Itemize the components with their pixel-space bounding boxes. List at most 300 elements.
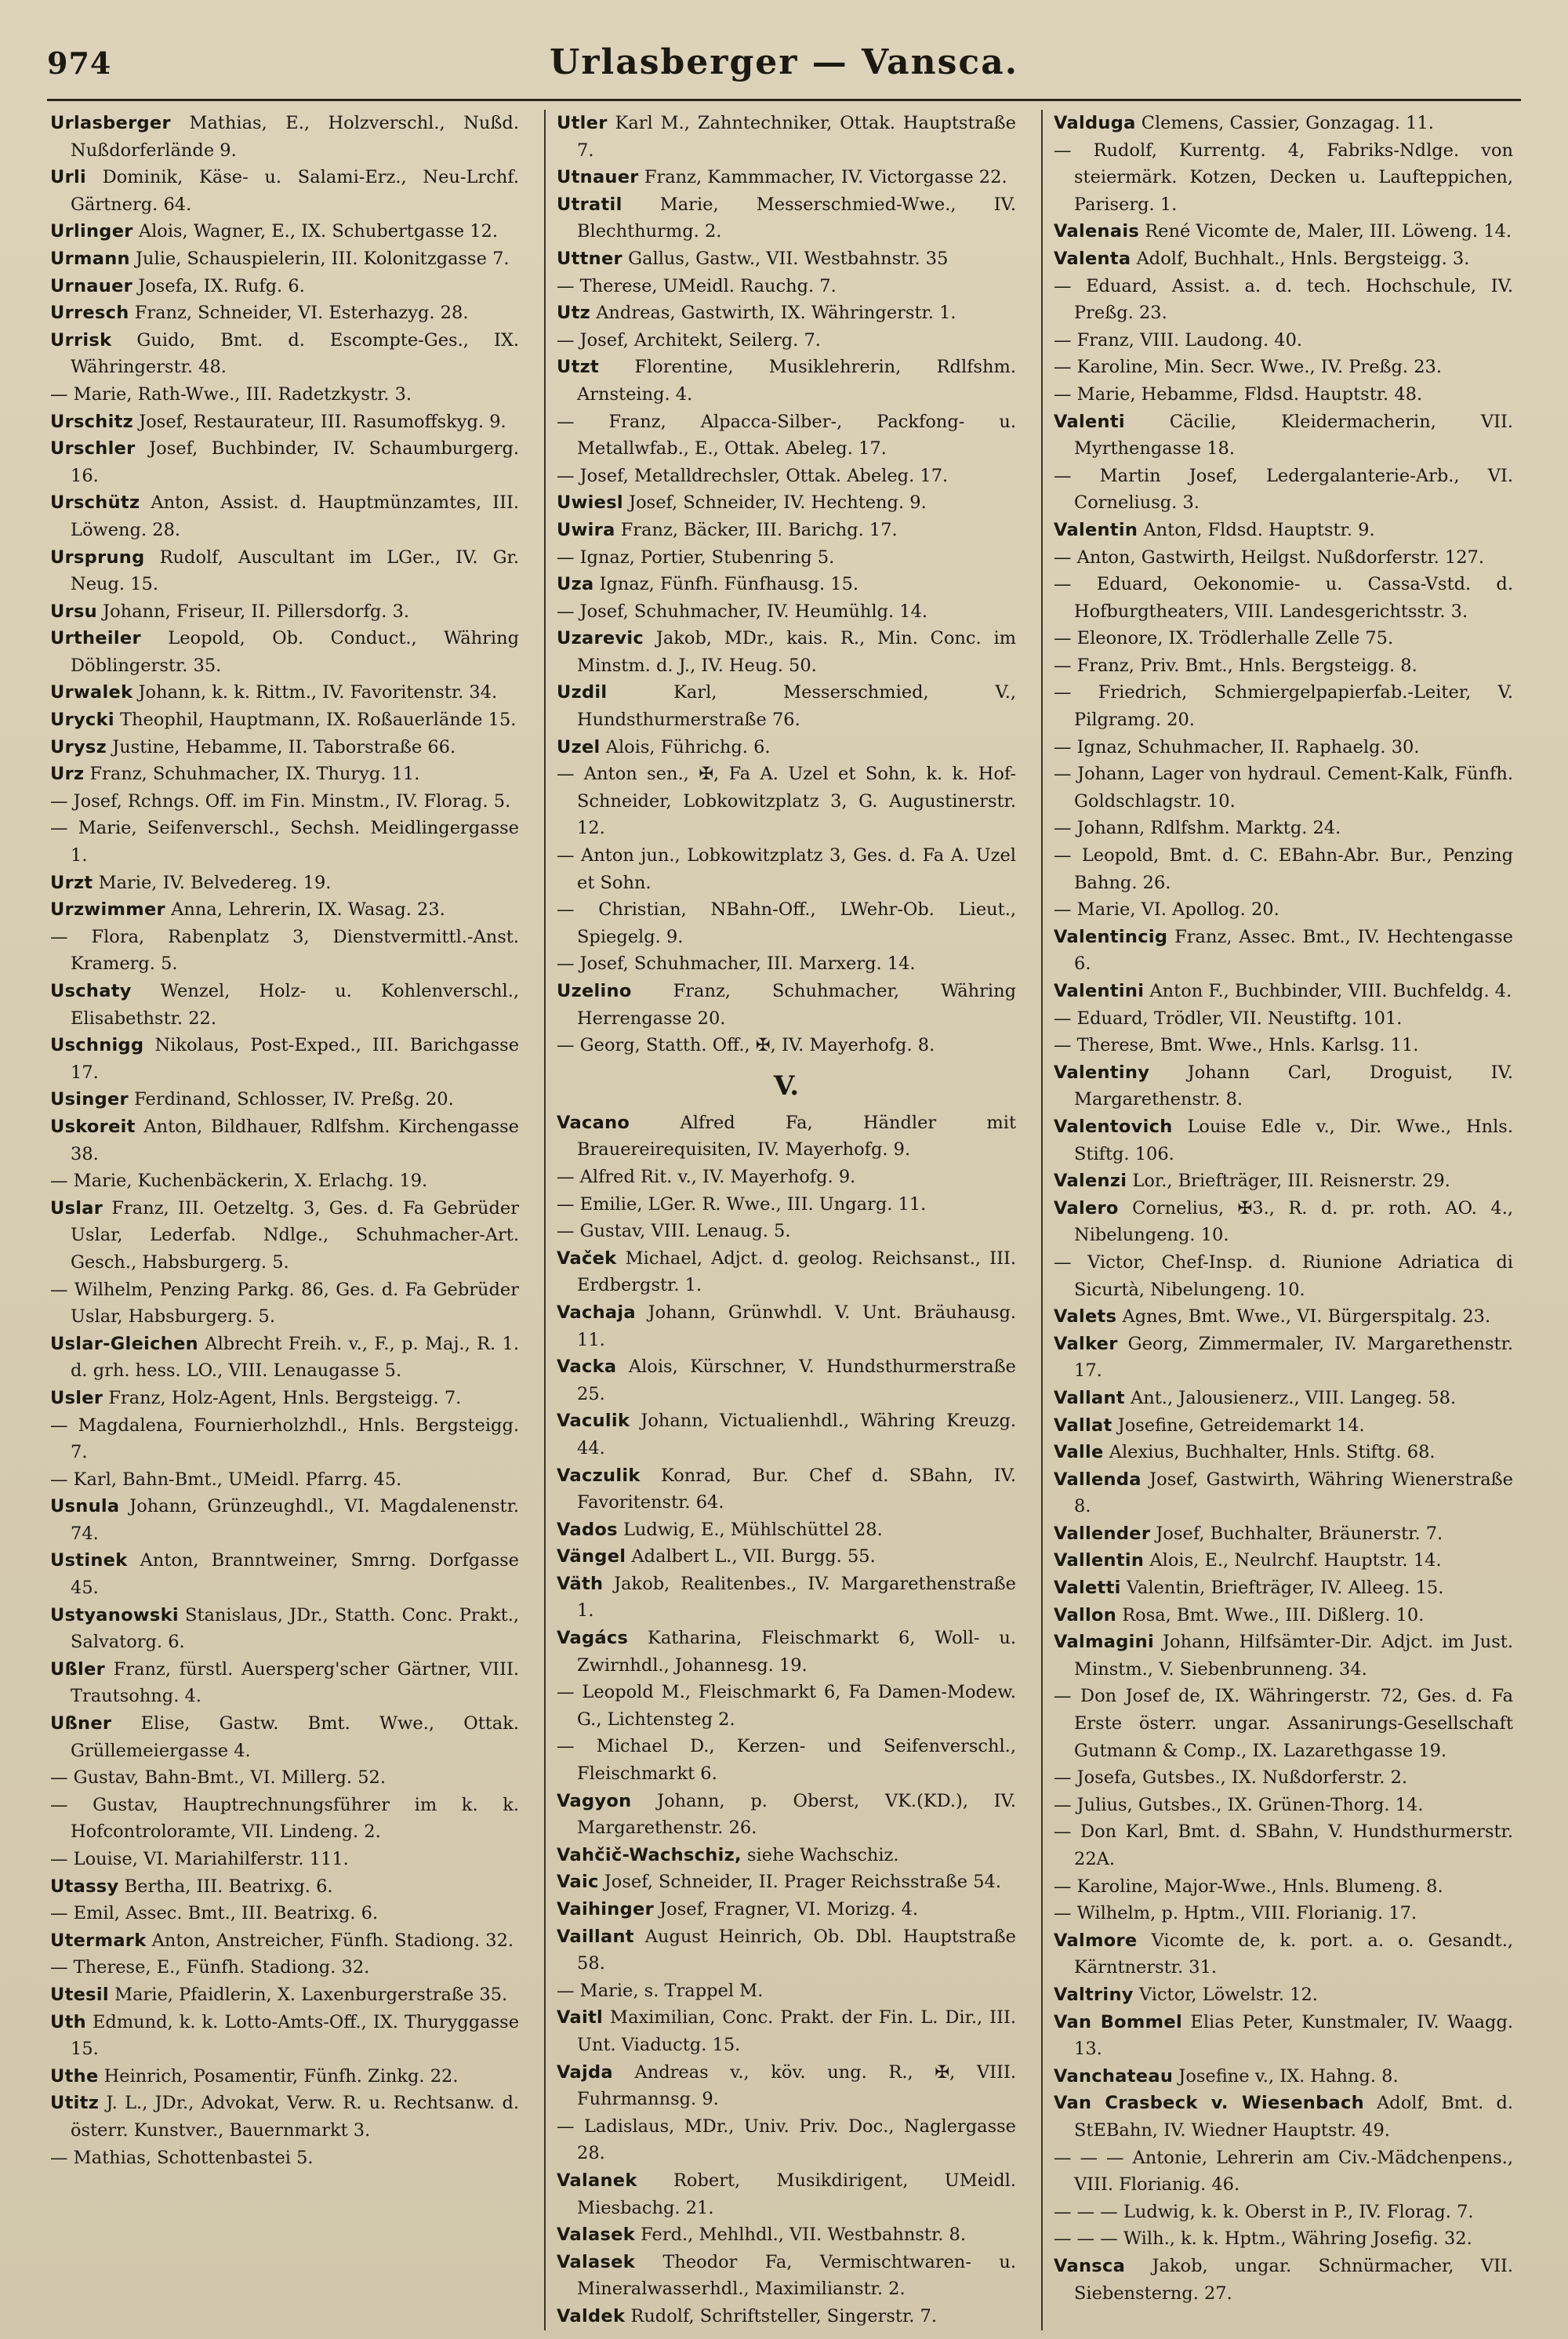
entry-details: — Gustav, VIII. Lenaug. 5. bbox=[557, 1221, 791, 1242]
directory-entry bbox=[50, 1195, 519, 1277]
entry-surname: Urzwimmer bbox=[50, 899, 165, 921]
directory-entry bbox=[557, 110, 1016, 164]
directory-entry bbox=[1054, 1439, 1513, 1466]
directory-entry bbox=[50, 1873, 519, 1901]
entry-details: — Alfred Rit. v., IV. Mayerhofg. 9. bbox=[557, 1166, 856, 1187]
entry-details: Josef, Buchhalter, Bräunerstr. 7. bbox=[1156, 1523, 1443, 1544]
directory-entry bbox=[50, 1900, 519, 1927]
entry-details: — Marie, s. Trappel M. bbox=[557, 1980, 764, 2001]
entry-details: — Rudolf, Kurrentg. 4, Fabriks-Ndlge. von steiermärk. Kotzen, Decken u. Laufteppichen, Pariserg. 1. bbox=[1054, 140, 1513, 215]
entry-surname: Valduga bbox=[1054, 113, 1136, 133]
entry-surname: Usinger bbox=[50, 1089, 129, 1110]
entry-details: Johann, Hilfsämter-Dir. Adjct. im Just. Minstm., V. Siebenbrunneng. 34. bbox=[1074, 1632, 1513, 1680]
entry-details: Julie, Schauspielerin, III. Kolonitzgasse 7. bbox=[136, 248, 510, 269]
entry-surname: Uwiesl bbox=[557, 492, 623, 514]
directory-entry bbox=[557, 1191, 1016, 1219]
entry-surname: Uthe bbox=[50, 2065, 99, 2087]
directory-entry bbox=[1054, 1818, 1513, 1872]
entry-details: René Vicomte de, Maler, III. Löweng. 14. bbox=[1145, 221, 1512, 242]
entry-details: — Christian, NBahn-Off., LWehr-Ob. Lieut., Spiegelg. 9. bbox=[557, 899, 1016, 947]
directory-entry bbox=[1054, 409, 1513, 463]
entry-details: — Josef, Rchngs. Off. im Fin. Minstm., IV. Florag. 5. bbox=[50, 790, 511, 812]
directory-entry bbox=[50, 1466, 519, 1494]
directory-entry bbox=[50, 1277, 519, 1331]
entry-surname: Vaihinger bbox=[557, 1899, 654, 1920]
entry-details: — Marie, Kuchenbäckerin, X. Erlachg. 19. bbox=[50, 1171, 428, 1192]
entry-details: Josef, Schneider, IV. Hechteng. 9. bbox=[629, 492, 927, 514]
entry-surname: Utzt bbox=[557, 357, 600, 378]
entry-surname: Vacka bbox=[557, 1357, 617, 1378]
entry-details: Wenzel, Holz- u. Kohlenverschl., Elisabethstr. 22. bbox=[71, 981, 520, 1029]
directory-entry bbox=[50, 1168, 519, 1195]
directory-entry bbox=[1054, 2145, 1513, 2199]
directory-entry bbox=[1054, 761, 1513, 815]
entry-details: — Gustav, Hauptrechnungsführer im k. k. Hofcontroloramte, VII. Lindeng. 2. bbox=[50, 1794, 519, 1843]
directory-entry bbox=[1054, 1331, 1513, 1385]
directory-entry bbox=[557, 1923, 1016, 1978]
directory-entry bbox=[50, 544, 519, 598]
directory-entry bbox=[557, 842, 1016, 896]
entry-surname: Urysz bbox=[50, 736, 107, 757]
entry-surname: Urzt bbox=[50, 872, 93, 893]
directory-entry bbox=[1054, 625, 1513, 652]
entry-details: — Wilhelm, p. Hptm., VIII. Florianig. 17. bbox=[1054, 1903, 1417, 1924]
directory-entry bbox=[557, 1788, 1016, 1842]
entry-details: Franz, Assec. Bmt., IV. Hechtengasse 6. bbox=[1074, 926, 1513, 975]
entry-surname: Vanchateau bbox=[1054, 2065, 1174, 2087]
entry-surname: Valenzi bbox=[1054, 1171, 1127, 1192]
entry-details: Jakob, MDr., kais. R., Min. Conc. im Minstm. d. J., IV. Heug. 50. bbox=[577, 628, 1016, 676]
directory-entry bbox=[1054, 1059, 1513, 1113]
directory-entry bbox=[1054, 1520, 1513, 1548]
directory-entry bbox=[1054, 110, 1513, 137]
entry-details: Stanislaus, JDr., Statth. Conc. Prakt., Salvatorg. 6. bbox=[71, 1604, 519, 1653]
directory-entry bbox=[1054, 652, 1513, 680]
entry-details: — Johann, Rdlfshm. Marktg. 24. bbox=[1054, 818, 1341, 839]
entry-details: Adolf, Bmt. d. StEBahn, IV. Wiedner Hauptstr. 49. bbox=[1074, 2093, 1513, 2141]
entry-details: Agnes, Bmt. Wwe., VI. Bürgerspitalg. 23. bbox=[1122, 1306, 1491, 1327]
entry-details: — Johann, Lager von hydraul. Cement-Kalk, Fünfh. Goldschlagstr. 10. bbox=[1054, 764, 1513, 812]
directory-entry bbox=[50, 1547, 519, 1601]
entry-details: — Don Josef de, IX. Währingerstr. 72, Ges. d. Fa Erste österr. ungar. Assanirungs-Gesellschaft Gutmann & Comp., IX. Lazarethgasse 19. bbox=[1054, 1686, 1513, 1761]
directory-entry bbox=[557, 1571, 1016, 1625]
directory-entry bbox=[557, 191, 1016, 245]
entry-details: Anton F., Buchbinder, VIII. Buchfeldg. 4. bbox=[1149, 981, 1512, 1001]
directory-entry bbox=[557, 679, 1016, 733]
entry-details: — Ladislaus, MDr., Univ. Priv. Doc., Naglergasse 28. bbox=[557, 2116, 1016, 2164]
directory-entry bbox=[1054, 218, 1513, 245]
entry-details: — Josef, Architekt, Seilerg. 7. bbox=[557, 329, 821, 350]
entry-details: Alois, Wagner, E., IX. Schubertgasse 12. bbox=[138, 221, 499, 242]
entry-details: — Magdalena, Fournierholzhdl., Hnls. Bergsteigg. 7. bbox=[50, 1415, 519, 1463]
directory-entry bbox=[1054, 1466, 1513, 1520]
entry-details: — Eduard, Oekonomie- u. Cassa-Vstd. d. Hofburgtheaters, VIII. Landesgerichtsstr. 3. bbox=[1054, 574, 1513, 622]
directory-entry bbox=[50, 761, 519, 788]
page-number: 974 bbox=[47, 45, 112, 81]
directory-entry bbox=[1054, 1900, 1513, 1927]
entry-surname: Utesil bbox=[50, 1984, 109, 2005]
entry-details: Ferdinand, Schlosser, IV. Preßg. 20. bbox=[134, 1089, 454, 1110]
entry-details: Gallus, Gastw., VII. Westbahnstr. 35 bbox=[628, 248, 949, 269]
entry-details: — Georg, Statth. Off., ✠, IV. Mayerhofg. 8. bbox=[557, 1035, 935, 1056]
directory-entry bbox=[557, 598, 1016, 626]
entry-details: Guido, Bmt. d. Escompte-Ges., IX. Währingerstr. 48. bbox=[71, 329, 519, 378]
entry-details: Robert, Musikdirigent, UMeidl. Miesbachg. 21. bbox=[577, 2170, 1016, 2218]
entry-surname: Vaitl bbox=[557, 2007, 604, 2028]
directory-entry bbox=[1054, 2225, 1513, 2253]
page-title: Urlasberger — Vansca. bbox=[549, 42, 1019, 82]
entry-details: Cäcilie, Kleidermacherin, VII. Myrthengasse 18. bbox=[1074, 411, 1513, 459]
entry-details: Bertha, III. Beatrixg. 6. bbox=[124, 1876, 333, 1897]
entry-details: — — — Antonie, Lehrerin am Civ.-Mädchenpens., VIII. Florianig. 46. bbox=[1054, 2147, 1513, 2196]
directory-entry bbox=[50, 1385, 519, 1412]
directory-entry bbox=[557, 300, 1016, 327]
entry-surname: Urnauer bbox=[50, 275, 133, 296]
directory-entry bbox=[50, 2090, 519, 2144]
entry-details: — Josef, Metalldrechsler, Ottak. Abeleg. 17. bbox=[557, 465, 949, 486]
entry-surname: Uwira bbox=[557, 519, 615, 540]
entry-surname: Vallant bbox=[1054, 1387, 1125, 1408]
directory-entry bbox=[1054, 571, 1513, 625]
entry-surname: Urlinger bbox=[50, 221, 133, 242]
entry-surname: Uslar bbox=[50, 1197, 103, 1219]
entry-surname: Valanek bbox=[557, 2170, 637, 2191]
directory-entry bbox=[1054, 1792, 1513, 1819]
directory-entry bbox=[50, 1493, 519, 1547]
entry-surname: Valenti bbox=[1054, 411, 1125, 432]
entry-surname: Utermark bbox=[50, 1930, 147, 1951]
directory-entry bbox=[50, 273, 519, 300]
directory-entry bbox=[50, 1792, 519, 1846]
entry-surname: Usnula bbox=[50, 1496, 120, 1517]
directory-entry bbox=[50, 1086, 519, 1113]
entry-details: — Victor, Chef-Insp. d. Riunione Adriatica di Sicurtà, Nibelungeng. 10. bbox=[1054, 1251, 1513, 1300]
entry-details: — Flora, Rabenplatz 3, Dienstvermittl.-Anst. Kramerg. 5. bbox=[50, 926, 519, 975]
directory-entry bbox=[50, 870, 519, 897]
entry-surname: Valmagini bbox=[1054, 1632, 1154, 1653]
directory-entry bbox=[1054, 1574, 1513, 1602]
entry-details: Theophil, Hauptmann, IX. Roßauerlände 15. bbox=[120, 710, 517, 731]
directory-entry bbox=[557, 1353, 1016, 1407]
directory-entry bbox=[557, 1164, 1016, 1191]
entry-details: — Marie, Hebamme, Fldsd. Hauptstr. 48. bbox=[1054, 383, 1423, 405]
entry-surname: Vagács bbox=[557, 1628, 629, 1649]
entry-details: Josefa, IX. Rufg. 6. bbox=[138, 275, 305, 296]
entry-details: Anton, Branntweiner, Smrng. Dorfgasse 45. bbox=[71, 1550, 519, 1599]
directory-entry bbox=[50, 706, 519, 734]
entry-details: siehe Wachschiz. bbox=[747, 1844, 899, 1865]
directory-entry bbox=[557, 327, 1016, 354]
directory-entry bbox=[557, 1625, 1016, 1679]
entry-surname: Urschütz bbox=[50, 492, 140, 514]
entry-details: Leopold, Ob. Conduct., Währing Döblingerstr. 35. bbox=[71, 628, 519, 676]
entry-details: — Anton jun., Lobkowitzplatz 3, Ges. d. Fa A. Uzel et Sohn. bbox=[557, 845, 1016, 893]
entry-surname: Valentini bbox=[1054, 981, 1145, 1001]
directory-entry bbox=[1054, 978, 1513, 1005]
directory-entry bbox=[557, 2004, 1016, 2058]
entry-details: — Marie, Seifenverschl., Sechsh. Meidlingergasse 1. bbox=[50, 818, 519, 866]
entry-surname: Vallentin bbox=[1054, 1550, 1145, 1571]
directory-entry bbox=[557, 2059, 1016, 2113]
entry-details: Johann, Grünwhdl. V. Unt. Bräuhausg. 11. bbox=[577, 1302, 1017, 1350]
entry-details: Victor, Löwelstr. 12. bbox=[1138, 1984, 1318, 2005]
directory-entry bbox=[50, 245, 519, 273]
directory-entry bbox=[1054, 1249, 1513, 1303]
entry-details: Johann, Grünzeughdl., VI. Magdalenenstr. 74. bbox=[71, 1496, 520, 1544]
directory-entry bbox=[1054, 1168, 1513, 1195]
entry-details: Jakob, ungar. Schnürmacher, VII. Siebensterng. 27. bbox=[1074, 2255, 1514, 2304]
entry-details: Elias Peter, Kunstmaler, IV. Waagg. 13. bbox=[1074, 2011, 1514, 2060]
entry-details: Anton, Fldsd. Hauptstr. 9. bbox=[1143, 519, 1375, 540]
directory-entry bbox=[557, 1978, 1016, 2005]
entry-surname: Vachaja bbox=[557, 1302, 636, 1323]
directory-entry bbox=[50, 2145, 519, 2172]
entry-details: Clemens, Cassier, Gonzagag. 11. bbox=[1141, 113, 1434, 133]
entry-details: Louise Edle v., Dir. Wwe., Hnls. Stiftg. 106. bbox=[1074, 1116, 1514, 1164]
entry-surname: Ußner bbox=[50, 1713, 112, 1734]
directory-entry bbox=[557, 463, 1016, 490]
entry-details: Johann Carl, Droguist, IV. Margarethenstr. 8. bbox=[1074, 1062, 1513, 1110]
entry-details: Rosa, Bmt. Wwe., III. Dißlerg. 10. bbox=[1122, 1604, 1425, 1625]
entry-surname: Urwalek bbox=[50, 682, 133, 703]
directory-entry bbox=[50, 1710, 519, 1764]
directory-entry bbox=[1054, 815, 1513, 842]
entry-details: — Marie, VI. Apollog. 20. bbox=[1054, 899, 1279, 921]
directory-entry bbox=[1054, 1303, 1513, 1331]
entry-details: — Mathias, Schottenbastei 5. bbox=[50, 2147, 314, 2168]
directory-entry bbox=[557, 761, 1016, 842]
directory-entry bbox=[557, 273, 1016, 300]
entry-details: Franz, Bäcker, III. Barichg. 17. bbox=[620, 519, 898, 540]
directory-entry bbox=[50, 218, 519, 245]
entry-surname: Ußler bbox=[50, 1658, 106, 1680]
entry-surname: Urschler bbox=[50, 438, 136, 459]
entry-details: — Louise, VI. Mariahilferstr. 111. bbox=[50, 1849, 349, 1869]
entry-details: — Karoline, Major-Wwe., Hnls. Blumeng. 8. bbox=[1054, 1876, 1443, 1897]
directory-entry bbox=[50, 1927, 519, 1955]
directory-entry bbox=[1054, 1547, 1513, 1574]
entry-surname: Uzdil bbox=[557, 682, 608, 703]
entry-surname: Vaček bbox=[557, 1248, 617, 1269]
entry-details: Franz, Holz-Agent, Hnls. Bergsteigg. 7. bbox=[108, 1387, 462, 1408]
entry-details: Anton, Assist. d. Hauptmünzamtes, III. Löweng. 28. bbox=[71, 492, 519, 540]
directory-entry bbox=[1054, 463, 1513, 517]
entry-surname: Utnauer bbox=[557, 167, 639, 188]
directory-entry bbox=[557, 2303, 1016, 2330]
entry-surname: Uschaty bbox=[50, 981, 132, 1001]
directory-entry bbox=[50, 435, 519, 489]
entry-surname: Van Bommel bbox=[1054, 2011, 1182, 2032]
entry-surname: Valentovich bbox=[1054, 1116, 1173, 1137]
entry-details: — Marie, Rath-Wwe., III. Radetzkystr. 3. bbox=[50, 383, 412, 405]
directory-entry bbox=[50, 1331, 519, 1385]
entry-details: Alexius, Buchhalter, Hnls. Stiftg. 68. bbox=[1109, 1442, 1436, 1463]
entry-details: Franz, III. Oetzeltg. 3, Ges. d. Fa Gebrüder Uslar, Lederfab. Ndlge., Schuhmacher-Art. Gesch., Habsburgerg. 5. bbox=[71, 1197, 519, 1273]
directory-entry bbox=[1054, 381, 1513, 409]
entry-details: Anton, Anstreicher, Fünfh. Stadiong. 32. bbox=[151, 1930, 514, 1951]
entry-surname: Van Crasbeck v. Wiesenbach bbox=[1054, 2093, 1364, 2114]
directory-entry bbox=[50, 625, 519, 679]
entry-details: Josef, Buchbinder, IV. Schaumburgerg. 16. bbox=[71, 438, 519, 486]
entry-surname: Vaillant bbox=[557, 1926, 634, 1947]
directory-entry bbox=[1054, 896, 1513, 924]
directory-entry bbox=[50, 2009, 519, 2063]
directory-entry bbox=[557, 2113, 1016, 2167]
entry-surname: Utassy bbox=[50, 1876, 119, 1897]
entry-details: Adalbert L., VII. Burgg. 55. bbox=[631, 1546, 876, 1567]
entry-details: Michael, Adjct. d. geolog. Reichsanst., III. Erdbergstr. 1. bbox=[577, 1248, 1016, 1296]
entry-details: Edmund, k. k. Lotto-Amts-Off., IX. Thuryggasse 15. bbox=[71, 2011, 520, 2060]
entry-surname: Vahčič-Wachschiz, bbox=[557, 1844, 742, 1865]
entry-surname: Valenais bbox=[1054, 221, 1140, 242]
directory-entry bbox=[557, 734, 1016, 761]
directory-entry bbox=[1054, 273, 1513, 327]
entry-details: Lor., Briefträger, III. Reisnerstr. 29. bbox=[1132, 1171, 1450, 1192]
directory-entry bbox=[557, 245, 1016, 273]
directory-entry bbox=[557, 2221, 1016, 2249]
entry-details: Josefine, Getreidemarkt 14. bbox=[1117, 1415, 1365, 1436]
directory-entry bbox=[1054, 2199, 1513, 2226]
directory-entry bbox=[557, 1110, 1016, 1164]
entry-details: Theodor Fa, Vermischtwaren- u. Mineralwasserhdl., Maximilianstr. 2. bbox=[577, 2251, 1016, 2300]
entry-details: — Franz, Alpacca-Silber-, Packfong- u. Metallwfab., E., Ottak. Abeleg. 17. bbox=[557, 411, 1016, 459]
entry-details: — Therese, UMeidl. Rauchg. 7. bbox=[557, 275, 837, 296]
entry-details: Vicomte de, k. port. a. o. Gesandt., Kärntnerstr. 31. bbox=[1074, 1930, 1513, 1978]
entry-surname: Valero bbox=[1054, 1197, 1119, 1219]
entry-details: Karl, Messerschmied, V., Hundsthurmerstraße 76. bbox=[577, 682, 1017, 731]
entry-surname: Vaic bbox=[557, 1872, 599, 1893]
directory-entry bbox=[1054, 679, 1513, 733]
entry-surname: Uzarevic bbox=[557, 628, 644, 649]
entry-details: — Josef, Schuhmacher, IV. Heumühlg. 14. bbox=[557, 601, 928, 622]
directory-entry bbox=[1054, 354, 1513, 381]
entry-details: Alois, Kürschner, V. Hundsthurmerstraße 25. bbox=[577, 1357, 1016, 1404]
entry-details: — Josefa, Gutsbes., IX. Nußdorferstr. 2. bbox=[1054, 1767, 1408, 1789]
entry-details: — Michael D., Kerzen- und Seifenverschl., Fleischmarkt 6. bbox=[557, 1736, 1016, 1785]
entry-details: J. L., JDr., Advokat, Verw. R. u. Rechtsanw. d. österr. Kunstver., Bauernmarkt 3. bbox=[71, 2093, 520, 2141]
directory-entry bbox=[557, 1733, 1016, 1787]
entry-details: Andreas, Gastwirth, IX. Währingerstr. 1. bbox=[596, 303, 956, 324]
entry-surname: Uttner bbox=[557, 248, 622, 269]
entry-details: — — — Wilh., k. k. Hptm., Währing Josefig. 32. bbox=[1054, 2228, 1472, 2250]
column-2 bbox=[544, 110, 1024, 2330]
directory-entry bbox=[1054, 1602, 1513, 1629]
directory-entry bbox=[1054, 327, 1513, 354]
column-3 bbox=[1041, 110, 1521, 2330]
entry-details: Johann, Victualienhdl., Währing Kreuzg. 44. bbox=[577, 1411, 1016, 1458]
entry-surname: Uth bbox=[50, 2011, 86, 2032]
entry-details: Konrad, Bur. Chef d. SBahn, IV. Favoritenstr. 64. bbox=[577, 1465, 1016, 1513]
entry-surname: Valentincig bbox=[1054, 926, 1168, 947]
entry-details: Marie, IV. Belvedereg. 19. bbox=[98, 872, 332, 893]
directory-entry bbox=[557, 164, 1016, 191]
entry-details: Katharina, Fleischmarkt 6, Woll- u. Zwirnhdl., Johannesg. 19. bbox=[577, 1628, 1016, 1676]
directory-columns bbox=[47, 110, 1521, 2326]
entry-details: — Eleonore, IX. Trödlerhalle Zelle 75. bbox=[1054, 628, 1394, 649]
entry-details: Heinrich, Posamentir, Fünfh. Zinkg. 22. bbox=[103, 2065, 459, 2087]
entry-details: Nikolaus, Post-Exped., III. Barichgasse 17. bbox=[71, 1035, 520, 1083]
entry-details: — Leopold, Bmt. d. C. EBahn-Abr. Bur., Penzing Bahng. 26. bbox=[1054, 845, 1513, 893]
directory-entry bbox=[557, 1543, 1016, 1571]
entry-details: Alois, E., Neulrchf. Hauptstr. 14. bbox=[1149, 1550, 1442, 1571]
directory-entry bbox=[1054, 1032, 1513, 1059]
entry-surname: Valenta bbox=[1054, 248, 1131, 269]
directory-entry bbox=[50, 815, 519, 869]
directory-entry bbox=[557, 489, 1016, 517]
directory-entry bbox=[1054, 1005, 1513, 1033]
directory-entry bbox=[50, 1032, 519, 1086]
entry-details: Alois, Führichg. 6. bbox=[605, 736, 771, 757]
directory-entry bbox=[1054, 1629, 1513, 1683]
entry-surname: Väth bbox=[557, 1573, 604, 1594]
directory-entry bbox=[1054, 1683, 1513, 1764]
directory-entry bbox=[557, 2249, 1016, 2303]
directory-entry bbox=[1054, 1764, 1513, 1792]
entry-details: Marie, Messerschmied-Wwe., IV. Blechthurmg. 2. bbox=[577, 194, 1016, 242]
directory-entry bbox=[557, 1218, 1016, 1245]
entry-details: Josef, Fragner, VI. Morizg. 4. bbox=[659, 1899, 918, 1920]
entry-surname: Uza bbox=[557, 574, 594, 595]
directory-entry bbox=[557, 1679, 1016, 1733]
entry-surname: Valets bbox=[1054, 1306, 1117, 1327]
directory-entry bbox=[1054, 245, 1513, 273]
directory-entry bbox=[557, 1245, 1016, 1299]
entry-surname: Valker bbox=[1054, 1333, 1118, 1354]
entry-details: — Leopold M., Fleischmarkt 6, Fa Damen-Modew. G., Lichtensteg 2. bbox=[557, 1682, 1016, 1730]
directory-entry bbox=[1054, 1927, 1513, 1981]
directory-entry bbox=[557, 1032, 1016, 1059]
entry-surname: Vados bbox=[557, 1519, 618, 1540]
entry-details: Rudolf, Schriftsteller, Singerstr. 7. bbox=[630, 2305, 938, 2326]
entry-details: Josef, Schneider, II. Prager Reichsstraße 54. bbox=[604, 1872, 1001, 1893]
directory-entry bbox=[50, 598, 519, 626]
entry-details: — Julius, Gutsbes., IX. Grünen-Thorg. 14. bbox=[1054, 1794, 1424, 1815]
directory-entry bbox=[1054, 1385, 1513, 1412]
directory-entry bbox=[557, 1407, 1016, 1462]
entry-details: — Emil, Assec. Bmt., III. Beatrixg. 6. bbox=[50, 1903, 379, 1924]
directory-entry bbox=[557, 517, 1016, 544]
entry-details: Rudolf, Auscultant im LGer., IV. Gr. Neug. 15. bbox=[71, 547, 519, 595]
entry-surname: Utz bbox=[557, 303, 591, 324]
directory-entry bbox=[1054, 734, 1513, 761]
directory-entry bbox=[50, 1764, 519, 1792]
entry-surname: Urtheiler bbox=[50, 628, 141, 649]
directory-entry bbox=[50, 1981, 519, 2009]
entry-surname: Utratil bbox=[557, 194, 622, 215]
directory-entry bbox=[50, 381, 519, 409]
entry-details: Ant., Jalousienerz., VIII. Langeg. 58. bbox=[1131, 1387, 1457, 1408]
entry-details: — Eduard, Assist. a. d. tech. Hochschule, IV. Preßg. 23. bbox=[1054, 275, 1513, 324]
directory-entry bbox=[557, 409, 1016, 463]
entry-details: Johann, Friseur, II. Pillersdorfg. 3. bbox=[103, 601, 410, 622]
entry-details: Marie, Pfaidlerin, X. Laxenburgerstraße 35. bbox=[114, 1984, 508, 2005]
directory-entry bbox=[557, 544, 1016, 572]
entry-surname: Ustinek bbox=[50, 1550, 128, 1571]
entry-surname: Valentiny bbox=[1054, 1062, 1150, 1083]
entry-surname: Valmore bbox=[1054, 1930, 1138, 1951]
entry-details: Ferd., Mehlhdl., VII. Westbahnstr. 8. bbox=[641, 2225, 967, 2246]
directory-entry bbox=[1054, 2009, 1513, 2063]
entry-surname: Uschnigg bbox=[50, 1035, 144, 1056]
entry-details: Cornelius, ✠3., R. d. pr. roth. AO. 4., Nibelungeng. 10. bbox=[1074, 1197, 1513, 1246]
entry-details: — Therese, E., Fünfh. Stadiong. 32. bbox=[50, 1957, 370, 1978]
directory-entry bbox=[1054, 1113, 1513, 1168]
entry-details: August Heinrich, Ob. Dbl. Hauptstraße 58. bbox=[577, 1926, 1016, 1974]
entry-details: Ludwig, E., Mühlschüttel 28. bbox=[622, 1519, 883, 1540]
entry-details: Franz, Schuhmacher, IX. Thuryg. 11. bbox=[89, 764, 420, 785]
entry-details: Anton, Bildhauer, Rdlfshm. Kirchengasse 38. bbox=[71, 1116, 519, 1164]
entry-surname: Vallender bbox=[1054, 1523, 1151, 1544]
